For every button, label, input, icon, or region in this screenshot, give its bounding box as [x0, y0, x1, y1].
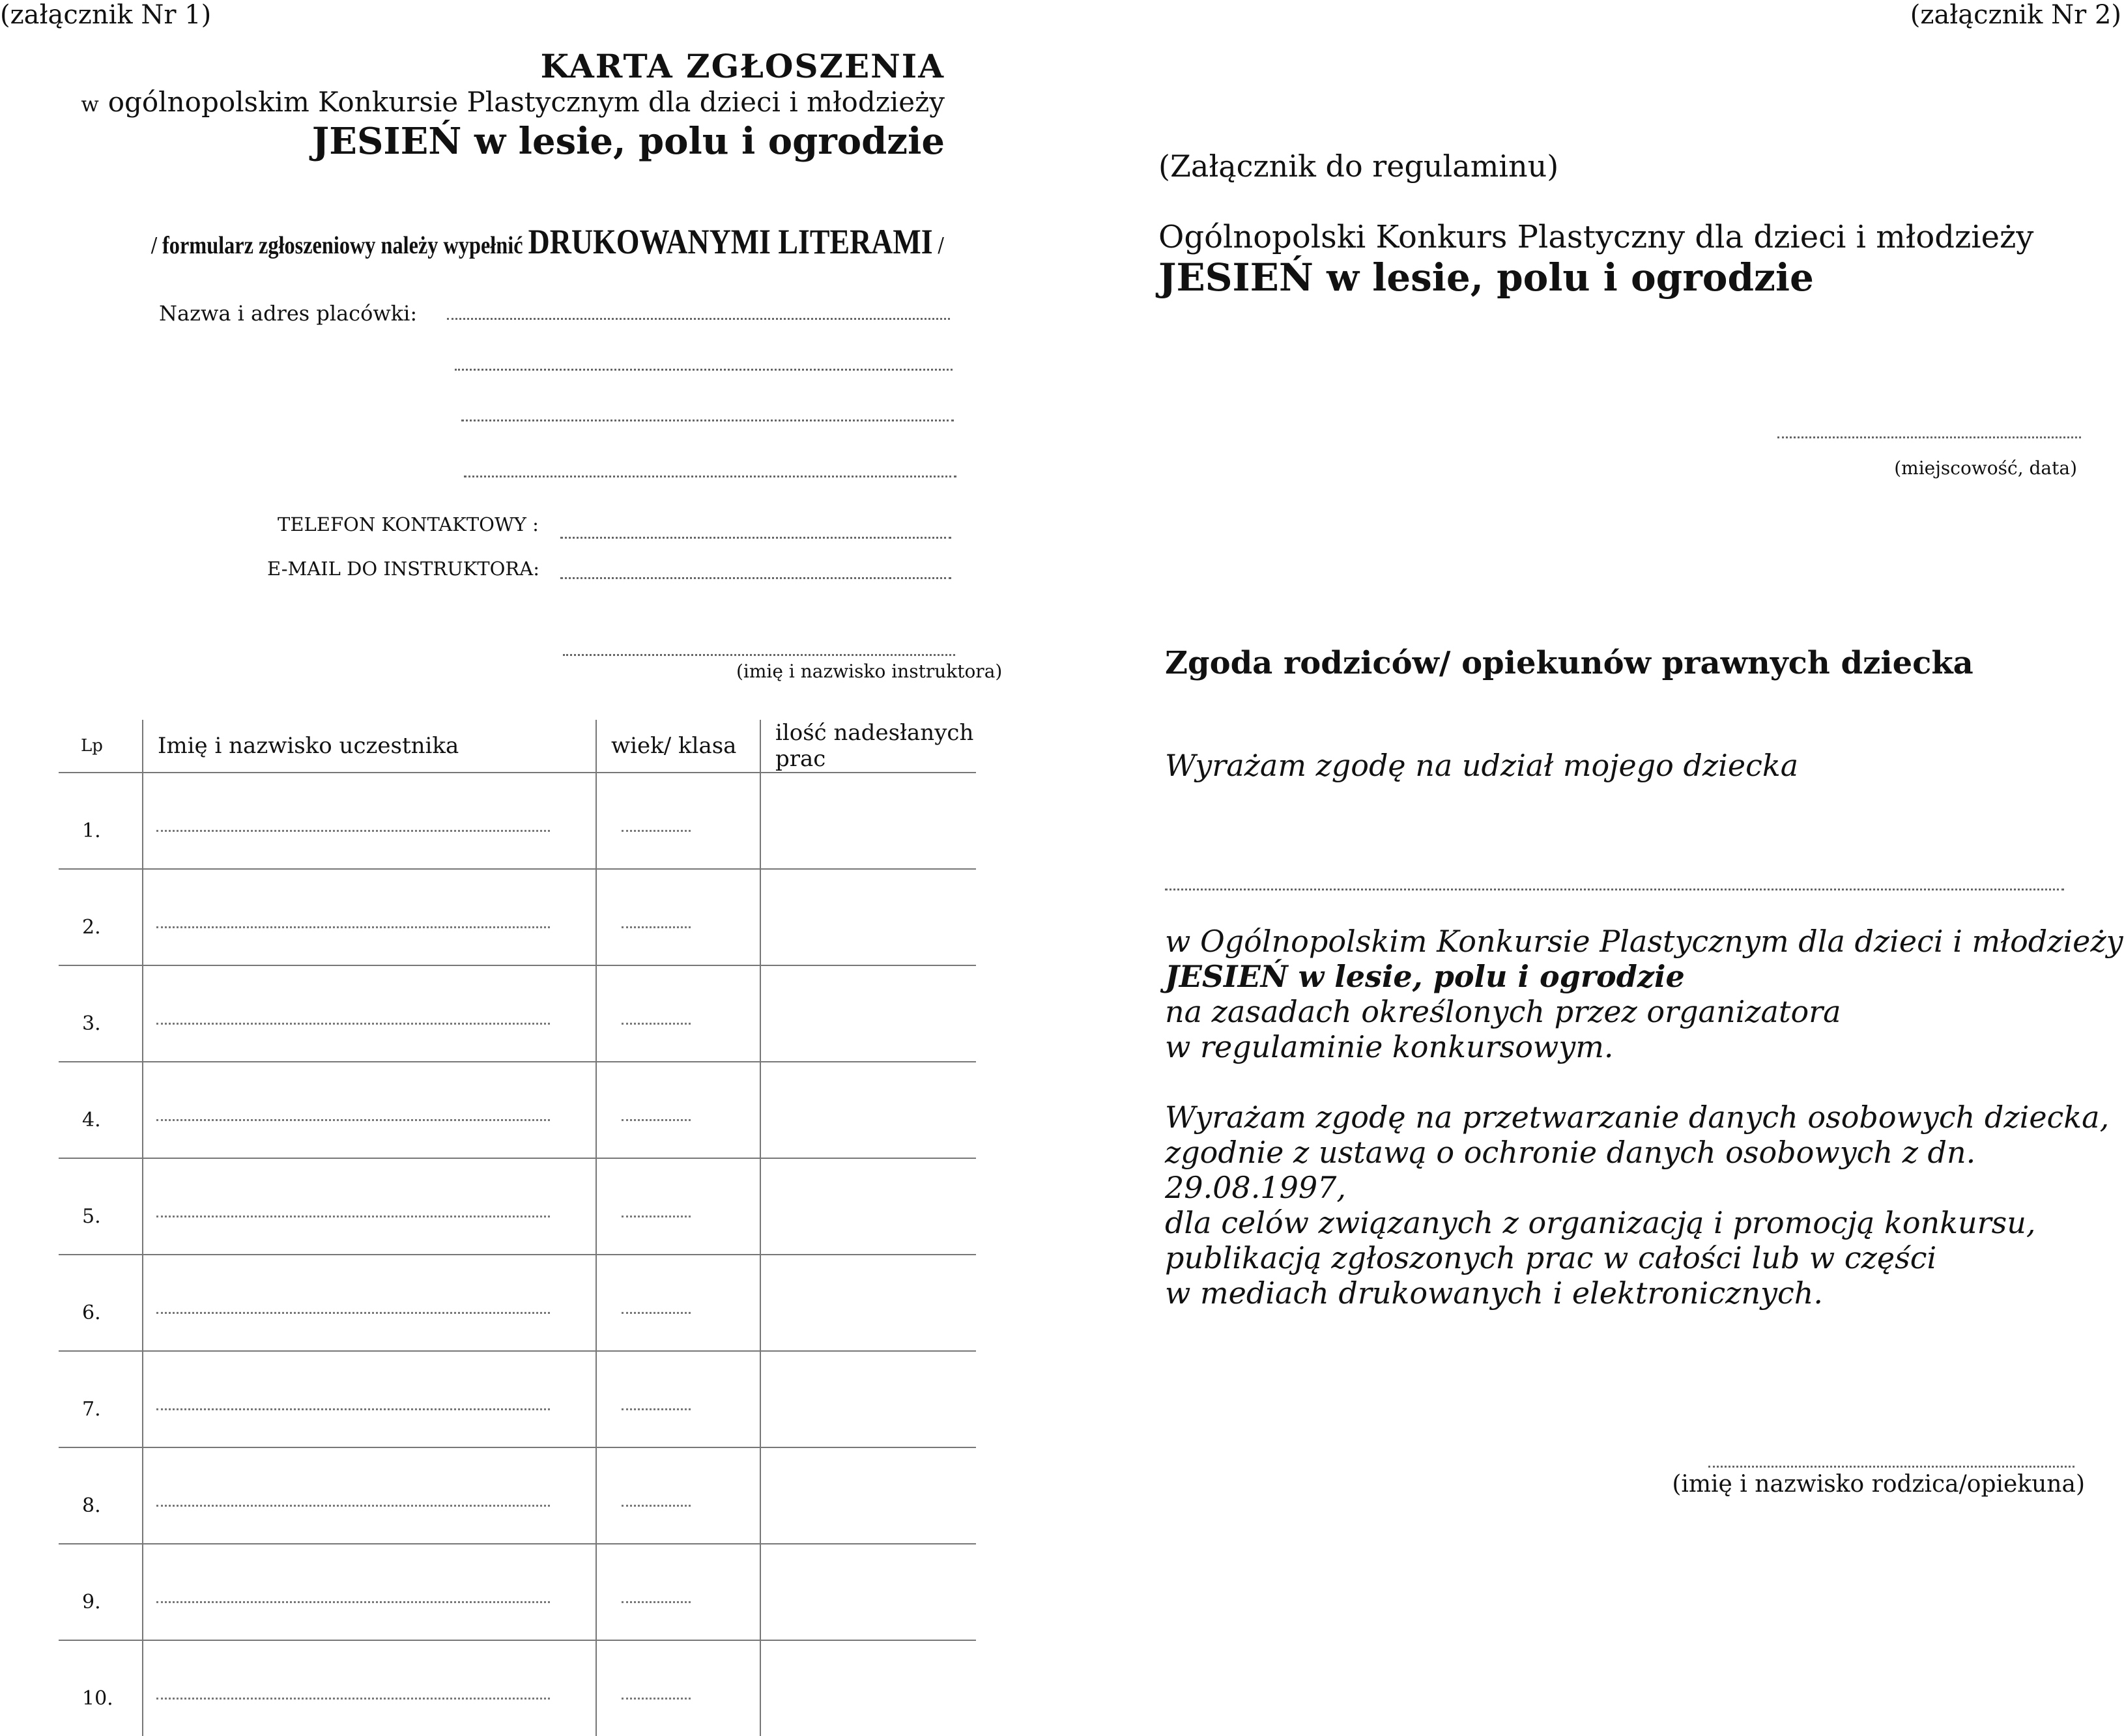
subtitle-w: w	[81, 92, 99, 117]
participation-line-2: JESIEŃ w lesie, polu i ogrodzie	[1165, 959, 1685, 994]
annex-note: (Załącznik do regulaminu)	[1158, 149, 1559, 184]
header-works-count: ilość nadesłanych prac	[760, 720, 976, 773]
data-consent-line-4: publikacją zgłoszonych prac w całości lub w części	[1165, 1240, 1937, 1275]
consent-contest-title: JESIEŃ w lesie, polu i ogrodzie	[1158, 255, 1814, 300]
email-label: E-MAIL DO INSTRUKTORA:	[267, 558, 539, 580]
table-row	[59, 869, 976, 965]
header-name: Imię i nazwisko uczestnika	[143, 720, 596, 773]
participant-name-field[interactable]	[143, 869, 596, 965]
institution-field-line-2[interactable]	[455, 369, 953, 371]
works-count-field[interactable]	[760, 1544, 976, 1640]
institution-label: Nazwa i adres placówki:	[159, 301, 418, 326]
works-count-field[interactable]	[760, 773, 976, 869]
table-row	[59, 1158, 976, 1255]
row-number: 5.	[59, 1158, 143, 1255]
institution-field-line-3[interactable]	[461, 420, 954, 421]
consent-line: Wyrażam zgodę na udział mojego dziecka	[1165, 748, 1799, 783]
participant-name-field[interactable]	[143, 1544, 596, 1640]
works-count-field[interactable]	[760, 869, 976, 965]
instruction-suffix: /	[938, 232, 944, 259]
row-number: 3.	[59, 965, 143, 1062]
participant-name-field[interactable]	[143, 1255, 596, 1351]
participation-line-4: w regulaminie konkursowym.	[1165, 1029, 1614, 1064]
phone-field[interactable]	[560, 537, 951, 539]
form-subtitle	[81, 86, 945, 118]
row-number: 4.	[59, 1062, 143, 1158]
table-row	[59, 1351, 976, 1447]
table-row	[59, 1640, 976, 1736]
table-row	[59, 965, 976, 1062]
row-number: 8.	[59, 1447, 143, 1544]
participant-name-field[interactable]	[143, 1640, 596, 1736]
parent-signature-field[interactable]	[1708, 1466, 2074, 1468]
participation-line-3: na zasadach określonych przez organizatora	[1165, 994, 1841, 1029]
participants-table	[59, 720, 976, 1736]
table-row	[59, 773, 976, 869]
age-class-field[interactable]	[596, 1544, 760, 1640]
subtitle-text: ogólnopolskim Konkursie Plastycznym dla dzieci i młodzieży	[108, 86, 945, 118]
age-class-field[interactable]	[596, 1640, 760, 1736]
row-number: 6.	[59, 1255, 143, 1351]
data-consent-line-2: zgodnie z ustawą o ochronie danych osobowych z dn. 29.08.1997,	[1165, 1135, 1976, 1205]
form-title: KARTA ZGŁOSZENIA	[540, 47, 945, 85]
header-lp: Lp	[81, 736, 103, 756]
age-class-field[interactable]	[596, 1062, 760, 1158]
annex-label-right: (załącznik Nr 2)	[1910, 0, 2121, 30]
instruction-emphasis: DRUKOWANYMI LITERAMI	[528, 222, 933, 261]
data-consent-line-1: Wyrażam zgodę na przetwarzanie danych osobowych dziecka,	[1165, 1100, 2110, 1135]
age-class-field[interactable]	[596, 965, 760, 1062]
works-count-field[interactable]	[760, 1158, 976, 1255]
age-class-field[interactable]	[596, 1447, 760, 1544]
table-row	[59, 1447, 976, 1544]
institution-field-line-1[interactable]	[447, 318, 950, 320]
age-class-field[interactable]	[596, 869, 760, 965]
participant-name-field[interactable]	[143, 1062, 596, 1158]
place-date-caption: (miejscowość, data)	[1894, 457, 2077, 479]
table-row	[59, 1255, 976, 1351]
contest-title: JESIEŃ w lesie, polu i ogrodzie	[311, 120, 945, 163]
consent-heading: Zgoda rodziców/ opiekunów prawnych dziecka	[1165, 645, 1973, 681]
works-count-field[interactable]	[760, 1255, 976, 1351]
row-number: 2.	[59, 869, 143, 965]
participant-name-field[interactable]	[143, 1351, 596, 1447]
works-count-field[interactable]	[760, 1351, 976, 1447]
contest-org-line: Ogólnopolski Konkurs Plastyczny dla dzieci i młodzieży	[1158, 219, 2034, 255]
participant-name-field[interactable]	[143, 1447, 596, 1544]
row-number: 7.	[59, 1351, 143, 1447]
instruction-prefix: / formularz zgłoszeniowy należy wypełnić	[151, 232, 523, 259]
email-field[interactable]	[560, 577, 951, 579]
phone-label: TELEFON KONTAKTOWY :	[278, 513, 539, 535]
parent-caption: (imię i nazwisko rodzica/opiekuna)	[1672, 1471, 2085, 1498]
row-number: 10.	[59, 1640, 143, 1736]
participation-line-1: w Ogólnopolskim Konkursie Plastycznym dla dzieci i młodzieży	[1165, 924, 2123, 959]
instructor-caption: (imię i nazwisko instruktora)	[736, 661, 1003, 682]
row-number: 9.	[59, 1544, 143, 1640]
annex-label-left: (załącznik Nr 1)	[0, 0, 212, 30]
consent-paragraph-participation	[1165, 924, 2123, 1064]
place-date-field[interactable]	[1777, 436, 2081, 438]
child-name-field[interactable]	[1165, 889, 2064, 890]
institution-field-line-4[interactable]	[464, 476, 956, 477]
data-consent-line-5: w mediach drukowanych i elektronicznych.	[1165, 1275, 1823, 1311]
participant-name-field[interactable]	[143, 773, 596, 869]
age-class-field[interactable]	[596, 1255, 760, 1351]
works-count-field[interactable]	[760, 1447, 976, 1544]
table-row	[59, 1062, 976, 1158]
works-count-field[interactable]	[760, 965, 976, 1062]
works-count-field[interactable]	[760, 1640, 976, 1736]
consent-paragraph-data	[1165, 1100, 2124, 1311]
fill-instruction	[151, 221, 944, 262]
table-row	[59, 1544, 976, 1640]
age-class-field[interactable]	[596, 1158, 760, 1255]
age-class-field[interactable]	[596, 773, 760, 869]
works-count-field[interactable]	[760, 1062, 976, 1158]
row-number: 1.	[59, 773, 143, 869]
instructor-signature-field[interactable]	[563, 654, 955, 656]
age-class-field[interactable]	[596, 1351, 760, 1447]
header-age-class: wiek/ klasa	[596, 720, 760, 773]
participant-name-field[interactable]	[143, 1158, 596, 1255]
data-consent-line-3: dla celów związanych z organizacją i promocją konkursu,	[1165, 1205, 2036, 1240]
participant-name-field[interactable]	[143, 965, 596, 1062]
